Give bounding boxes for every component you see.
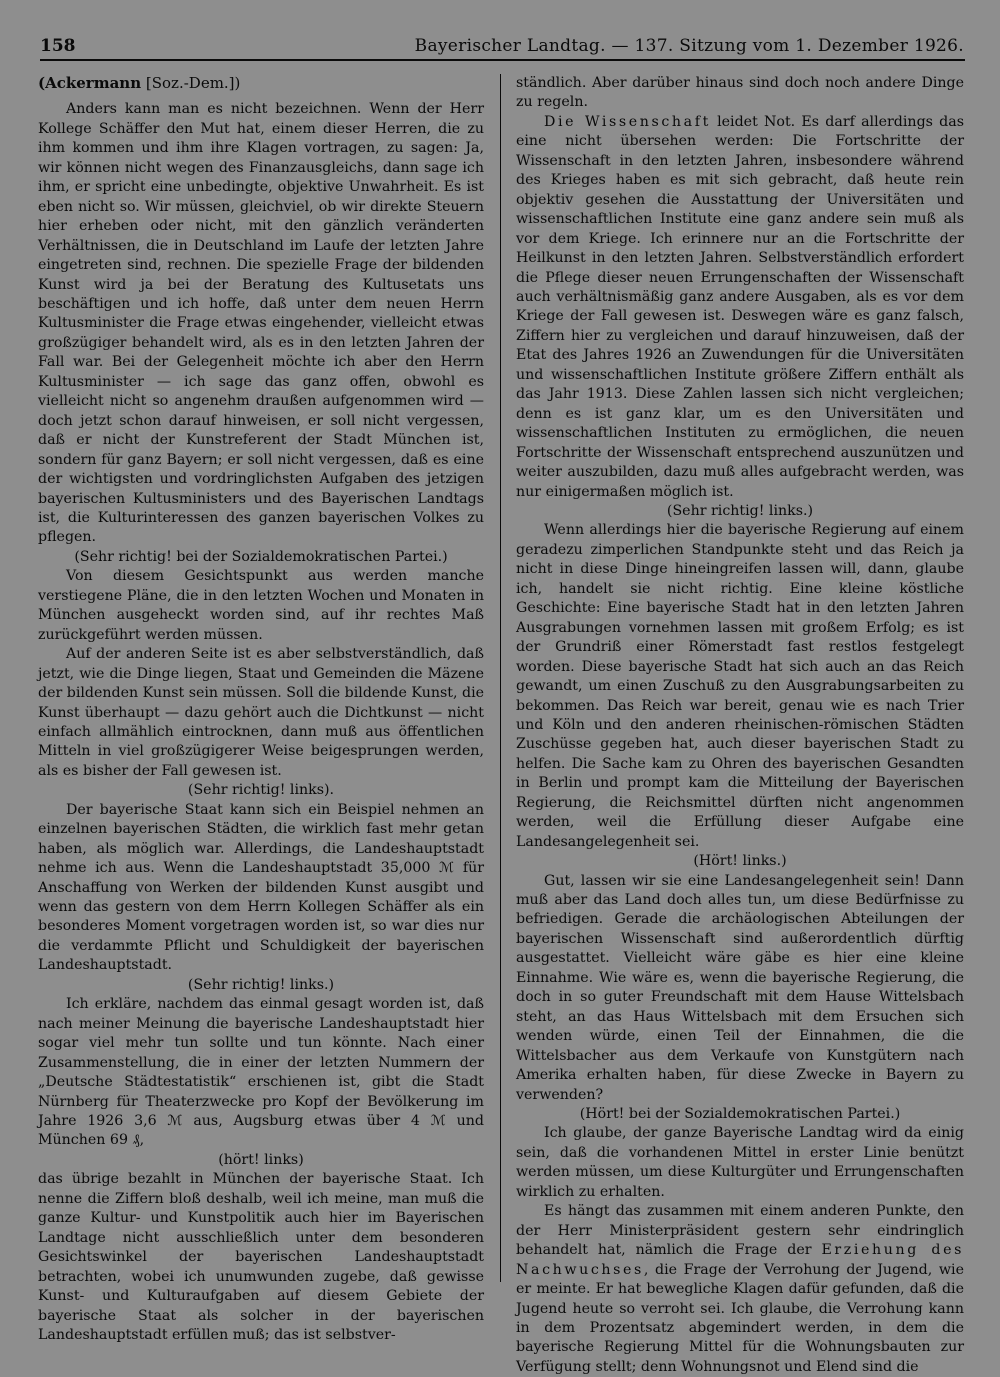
header-rule bbox=[40, 59, 965, 61]
paragraph: Wenn allerdings hier die bayerische Regierung auf einem geradezu zimperlichen Standpunkte steht und das Reich ja nicht in diese Dinge hineingreifen lassen will, dann, glaube ich, handelt sie nicht richtig. Eine kleine köstliche Geschichte: Eine bayerische Stadt hat in den letzten Jahren Ausgrabungen vornehmen lassen mit großem Erfolg; es ist der Grundriß einer Römerstadt fast restlos festgelegt worden. Diese bayerische Stadt hat sich auch an das Reich gewandt, um einen Zuschuß zu den Ausgrabungsarbeiten zu bekommen. Das Reich war bereit, genau wie es nach Trier und Köln und den anderen rheinischen-römischen Städten Zuschüsse gegeben hat, auch dieser bayerischen Stadt zu helfen. Die Sache kam zu Ohren des bayerischen Gesandten in Berlin und prompt kam die Mitteilung der Bayerischen Regierung, die Reichsmittel dürften nicht angenommen werden, weil die Erfüllung dieser Aufgabe eine Landesangelegenheit sei. bbox=[516, 522, 964, 850]
paragraph: Der bayerische Staat kann sich ein Beispiel nehmen an einzelnen bayerischen Städten, die wirklich fast mehr getan haben, als möglich war. Allerdings, die Landeshauptstadt nehme ich aus. Wenn die Landeshauptstadt 35,000 ℳ für Anschaffung von Werken der bildenden Kunst ausgibt und wenn das gestern von dem Herrn Kollegen Schäffer als ein besonderes Moment vorgetragen worden ist, so war dies nur die verdammte Pflicht und Schuldigkeit der bayerischen Landeshauptstadt. bbox=[38, 801, 484, 974]
paragraph: das übrige bezahlt in München der bayerische Staat. Ich nenne die Ziffern bloß deshalb, weil ich meine, man muß die ganze Kultur- und Kunstpolitik auch hier im Bayerischen Landtage nicht ausschließlich unter dem besonderen Gesichtswinkel der bayerischen Landeshauptstadt betrachten, wobei ich unumwunden zugebe, daß gewisse Kunst- und Kulturaufgaben auf diesem Gebiete der bayerische Staat als solcher in der bayerischen Landeshauptstadt erfüllen muß; das ist selbstver- bbox=[38, 1171, 484, 1343]
paragraph-text: Es hängt das zusammen mit einem anderen Punkte, den der Herr Ministerpräsident gestern sehr eindringlich behandelt hat, nämlich die Frage der bbox=[516, 1203, 964, 1259]
paragraph-text: , die Frage der Verrohung der Jugend, wie er meinte. Er hat bewegliche Klagen dafür gefunden, daß die Jugend heute so verroht sei. Ich glaube, die Verrohung kann in dem Prozentsatz abgemindert werden, in dem die bayerische Regierung Mittel für die Wohnungsbauten zur Verfügung stellt; denn Wohnungsnot und Elend sind die bbox=[516, 1261, 964, 1375]
page-number: 158 bbox=[40, 36, 76, 56]
column-divider bbox=[500, 74, 501, 1282]
emphasis-spaced: Die Wissenschaft bbox=[544, 113, 711, 130]
interjection: (hört! links) bbox=[218, 1151, 304, 1168]
emphasis-spaced: Erziehung des Nachwuchses bbox=[516, 1242, 964, 1278]
interjection: (Sehr richtig! bei der Sozialdemokratischen Partei.) bbox=[74, 548, 448, 565]
paragraph: Auf der anderen Seite ist es aber selbstverständlich, daß jetzt, wie die Dinge liegen, Staat und Gemeinden die Mäzene der bildenden Kunst sein müssen. Soll die bildende Kunst, die Kunst überhaupt — dazu gehört auch die Dichtkunst — nicht einfach allmählich eintrocknen, dann muß aus öffentlichen Mitteln in viel großzügigerer Weise beigesprungen werden, als es bisher der Fall gewesen ist. bbox=[38, 646, 484, 779]
paragraph-text: leidet Not. Es darf allerdings das eine nicht übersehen werden: Die Fortschritte der Wissenschaft in den letzten Jahren, insbesondere während des Krieges haben es mit sich gebracht, daß heute rein objektiv gesehen die Ausstattung der Universitäten und wissenschaftlichen Institute eine ganz andere sein muß als vor dem Kriege. Ich erinnere nur an die Fortschritte der Heilkunst in den letzten Jahren. Selbstverständlich erfordert die Pflege dieser neuen Errungenschaften der Wissenschaft auch verhältnismäßig ganz andere Ausgaben, als es vor dem Kriege der Fall gewesen ist. Deswegen wäre es ganz falsch, Ziffern hier zu vergleichen und darauf hinzuweisen, daß der Etat des Jahres 1926 an Zuwendungen für die Universitäten und wissenschaftlichen Institute größere Ziffern enthält als das Jahr 1913. Diese Zahlen lassen sich nicht vergleichen; denn es ist ganz klar, um es den Universitäten und wissenschaftlichen Instituten zu ermöglichen, die neuen Fortschritte der Wissenschaft entsprechend auszunützen und weiter auszubilden, dazu muß alles aufgebracht werden, was nur einigermaßen möglich ist. bbox=[516, 113, 964, 500]
speaker-line bbox=[38, 74, 484, 93]
paragraph bbox=[516, 113, 964, 502]
interjection: (Sehr richtig! links.) bbox=[666, 502, 814, 519]
interjection: (Hört! links.) bbox=[693, 853, 787, 870]
paragraph: ständlich. Aber darüber hinaus sind doch noch andere Dinge zu regeln. bbox=[516, 75, 964, 111]
interjection: (Hört! bei der Sozialdemokratischen Partei.) bbox=[579, 1106, 901, 1123]
paragraph: Gut, lassen wir sie eine Landesangelegenheit sein! Dann muß aber das Land doch alles tun, um diese Bedürfnisse zu befriedigen. Gerade die archäologischen Abteilungen der bayerischen Wissenschaft sind außerordentlich dürftig ausgestattet. Vielleicht wäre gäbe es hier eine kleine Einnahme. Wie wäre es, wenn die bayerische Regierung, die doch in so guter Freundschaft mit dem Hause Wittelsbach steht, an das Haus Wittelsbach mit dem Ersuchen sich wenden würde, einen Teil der Einnahmen, die die Wittelsbacher aus dem Verkaufe von Kunstgütern nach Amerika erhalten haben, für diese Zwecke in Bayern zu verwenden? bbox=[516, 872, 964, 1103]
running-head: Bayerischer Landtag. — 137. Sitzung vom 1. Dezember 1926. bbox=[414, 36, 964, 56]
interjection: (Sehr richtig! links). bbox=[187, 782, 335, 799]
left-column bbox=[38, 74, 484, 1343]
speaker-party: [Soz.-Dem.]) bbox=[141, 74, 241, 92]
interjection: (Sehr richtig! links.) bbox=[187, 976, 335, 993]
paragraph bbox=[516, 1202, 964, 1377]
paragraph: Von diesem Gesichtspunkt aus werden manche verstiegene Pläne, die in den letzten Wochen und Monaten in München ausgeheckt worden sind, auf ihr rechtes Maß zurückgeführt werden müssen. bbox=[38, 568, 484, 643]
paragraph: Ich erkläre, nachdem das einmal gesagt worden ist, daß nach meiner Meinung die bayerische Landeshauptstadt hier sogar viel mehr tun sollte und tun könnte. Nach einer Zusammenstellung, die in einer der letzten Nummern der „Deutsche Städtestatistik“ erschienen ist, gibt die Stadt Nürnberg für Theaterzwecke pro Kopf der Bevölkerung im Jahre 1926 3,6 ℳ aus, Augsburg etwas über 4 ℳ und München 69 ₰, bbox=[38, 996, 484, 1149]
right-column bbox=[516, 74, 964, 1375]
paragraph: Ich glaube, der ganze Bayerische Landtag wird da einig sein, daß die vorhandenen Mittel in erster Linie benützt werden müssen, um diese Kulturgüter und Errungenschaften wirklich zu erhalten. bbox=[516, 1125, 964, 1200]
speaker-name: (Ackermann bbox=[38, 74, 142, 92]
page-header bbox=[40, 36, 964, 56]
paragraph: Anders kann man es nicht bezeichnen. Wenn der Herr Kollege Schäffer den Mut hat, einem dieser Herren, die zu ihm kommen und ihm ihre Klagen vortragen, zu sagen: Ja, wir können nicht wegen des Finanzausgleichs, dann sage ich ihm, er spricht eine unbedingte, objektive Unwahrheit. Es ist eben nicht so. Wir müssen, gleichviel, ob wir direkte Steuern hier erheben oder nicht, mit den gänzlich veränderten Verhältnissen, die in Deutschland im Laufe der letzten Jahre eingetreten sind, rechnen. Die spezielle Frage der bildenden Kunst wird ja bei der Beratung des Kultusetats uns beschäftigen und ich hoffe, daß unter dem neuen Herrn Kultusminister die Frage etwas eingehender, vielleicht etwas großzügiger behandelt wird, als es in den letzten Jahren der Fall war. Bei der Gelegenheit möchte ich aber den Herrn Kultusminister — ich sage das ganz offen, obwohl es vielleicht nicht so angenehm draußen aufgenommen wird — doch jetzt schon darauf hinweisen, er soll nicht vergessen, daß er nicht der Kunstreferent der Stadt München ist, sondern für ganz Bayern; er soll nicht vergessen, daß es eine der wichtigsten und vordringlichsten Aufgaben des jetzigen bayerischen Kultusministers und des Bayerischen Landtags ist, die Kulturinteressen des ganzen bayerischen Volkes zu pflegen. bbox=[38, 101, 484, 546]
